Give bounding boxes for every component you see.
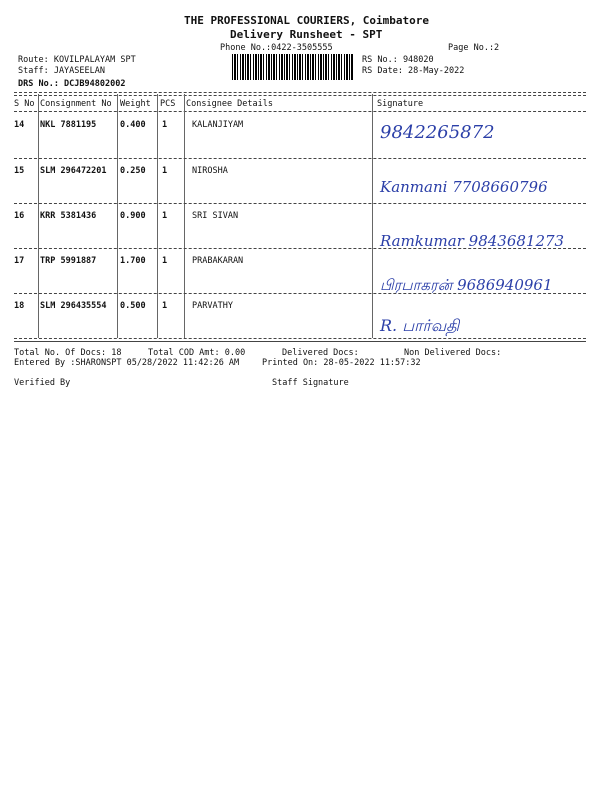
row-pcs: 1 [162,301,168,311]
row-weight: 0.500 [120,301,146,311]
entered-by: Entered By :SHARONSPT 05/28/2022 11:42:26 AM [14,358,240,368]
row-sno: 16 [14,211,25,221]
row-weight: 0.900 [120,211,146,221]
staff-signature-label: Staff Signature [272,378,349,388]
printed-on: Printed On: 28-05-2022 11:57:32 [262,358,421,368]
row-consignee: KALANJIYAM [192,120,244,130]
row-pcs: 1 [162,256,168,266]
table-row [14,120,586,166]
row-pcs: 1 [162,211,168,221]
row-consignment: SLM 296472201 [40,166,107,176]
row-consignee: PRABAKARAN [192,256,244,266]
row-consignment: TRP 5991887 [40,256,97,266]
row-separator [14,158,586,159]
col-header-sno: S No [14,99,35,109]
delivered-docs: Delivered Docs: [282,348,359,358]
col-header-signature: Signature [377,99,424,109]
row-weight: 0.400 [120,120,146,130]
row-consignee: SRI SIVAN [192,211,239,221]
rs-date: RS Date: 28-May-2022 [362,66,465,76]
col-header-consignee: Consignee Details [186,99,273,109]
table-bottom-rule [14,341,586,342]
row-separator [14,203,586,204]
row-consignment: KRR 5381436 [40,211,97,221]
row-pcs: 1 [162,120,168,130]
row-weight: 1.700 [120,256,146,266]
non-delivered-docs: Non Delivered Docs: [404,348,502,358]
runsheet-subtitle: Delivery Runsheet - SPT [230,28,383,41]
phone-number: Phone No.:0422-3505555 [220,43,333,53]
col-header-pcs: PCS [160,99,176,109]
barcode-image [232,54,354,80]
row-weight: 0.250 [120,166,146,176]
table-top-rule-2 [14,95,586,96]
col-header-weight: Weight [120,99,151,109]
row-sno: 17 [14,256,25,266]
row-pcs: 1 [162,166,168,176]
staff-label: Staff: JAYASEELAN [18,66,105,76]
header-bottom-rule [14,111,586,112]
row-consignee: NIROSHA [192,166,228,176]
row-sno: 18 [14,301,25,311]
route-label: Route: KOVILPALAYAM SPT [18,55,136,65]
drs-number: DRS No.: DCJB94802002 [18,79,126,89]
row-consignment: SLM 296435554 [40,301,107,311]
signature-handwriting: R. பார்வதி [380,316,460,335]
signature-handwriting: Kanmani 7708660796 [380,178,548,196]
signature-handwriting: பிரபாகரன் 9686940961 [380,276,553,294]
row-separator [14,338,586,339]
verified-by: Verified By [14,378,71,388]
rs-number: RS No.: 948020 [362,55,434,65]
row-consignment: NKL 7881195 [40,120,97,130]
page-number: Page No.:2 [448,43,500,53]
company-title: THE PROFESSIONAL COURIERS, Coimbatore [184,14,430,27]
table-top-rule [14,92,586,93]
col-header-consignment: Consignment No [40,99,112,109]
row-sno: 15 [14,166,25,176]
total-cod: Total COD Amt: 0.00 [148,348,246,358]
row-consignee: PARVATHY [192,301,233,311]
signature-handwriting: Ramkumar 9843681273 [380,232,565,250]
row-sno: 14 [14,120,25,130]
signature-handwriting: 9842265872 [380,122,495,143]
total-docs: Total No. Of Docs: 18 [14,348,122,358]
